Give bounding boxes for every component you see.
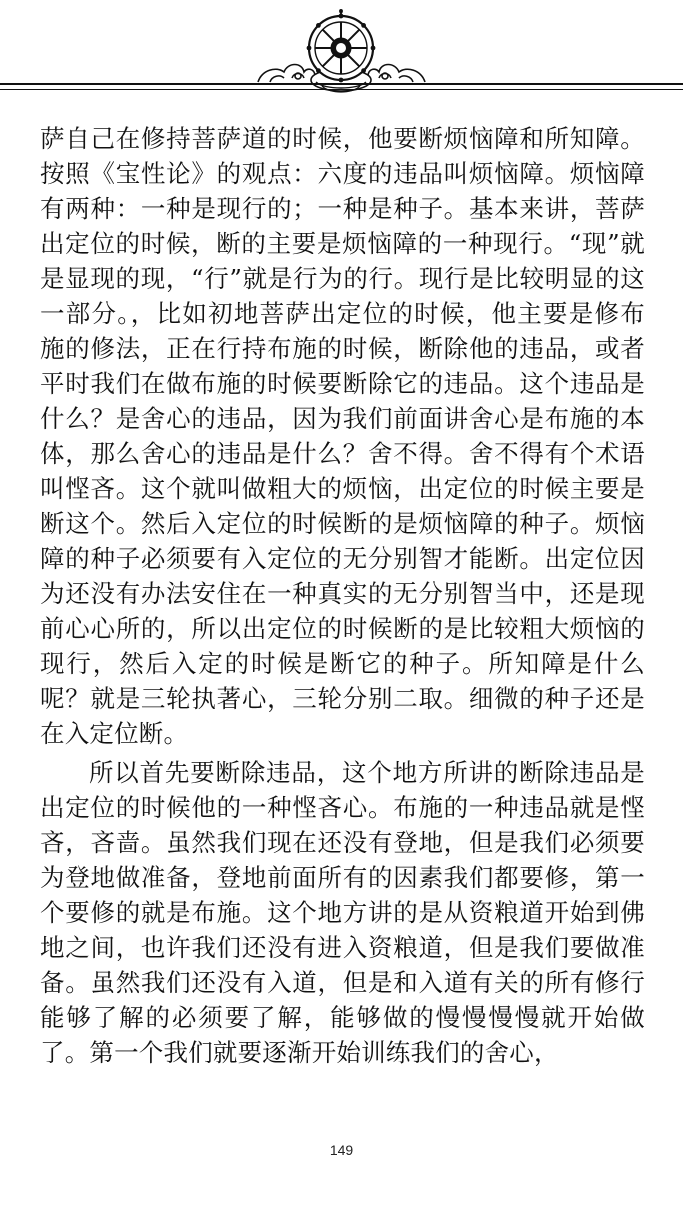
header-rule-thick (0, 83, 683, 85)
dharma-wheel-header-ornament (0, 0, 683, 110)
paragraph-1: 萨自己在修持菩萨道的时候，他要断烦恼障和所知障。按照《宝性论》的观点：六度的违品叫烦恼障。烦恼障有两种：一种是现行的；一种是种子。基本来讲，菩萨出定位的时候，断的主要是烦恼障的一种现行。“现”就是显现的现，“行”就是行为的行。现行是比较明显的这一部分。，比如初地菩萨出定位的时候，他主要是修布施的修法，正在行持布施的时候，断除他的违品，或者平时我们在做布施的时候要断除它的违品。这个违品是什么？是舍心的违品，因为我们前面讲舍心是布施的本体，那么舍心的违品是什么？舍不得。舍不得有个术语叫悭吝。这个就叫做粗大的烦恼，出定位的时候主要是断这个。然后入定位的时候断的是烦恼障的种子。烦恼障的种子必须要有入定位的无分别智才能断。出定位因为还没有办法安住在一种真实的无分别智当中，还是现前心心所的，所以出定位的时候断的是比较粗大烦恼的现行，然后入定的时候是断它的种子。所知障是什么呢？就是三轮执著心，三轮分别二取。细微的种子还是在入定位断。 (40, 124, 645, 748)
page-number: 149 (329, 1142, 354, 1158)
paragraph-2: 所以首先要断除违品，这个地方所讲的断除违品是出定位的时候他的一种悭吝心。布施的一种违品就是悭吝，吝啬。虽然我们现在还没有登地，但是我们必须要为登地做准备，登地前面所有的因素我们都要修，第一个要修的就是布施。这个地方讲的是从资粮道开始到佛地之间，也许我们还没有进入资粮道，但是我们要做准备。虽然我们还没有入道，但是和入道有关的所有修行能够了解的必须要了解，能够做的慢慢慢慢就开始做了。第一个我们就要逐渐开始训练我们的舍心， (40, 758, 645, 1067)
cloud-ornament-left (258, 65, 315, 83)
header-rule-thin (0, 89, 683, 90)
body-text (40, 121, 645, 1070)
cloud-ornament-right (368, 65, 425, 83)
dharma-wheel-icon (307, 10, 376, 93)
